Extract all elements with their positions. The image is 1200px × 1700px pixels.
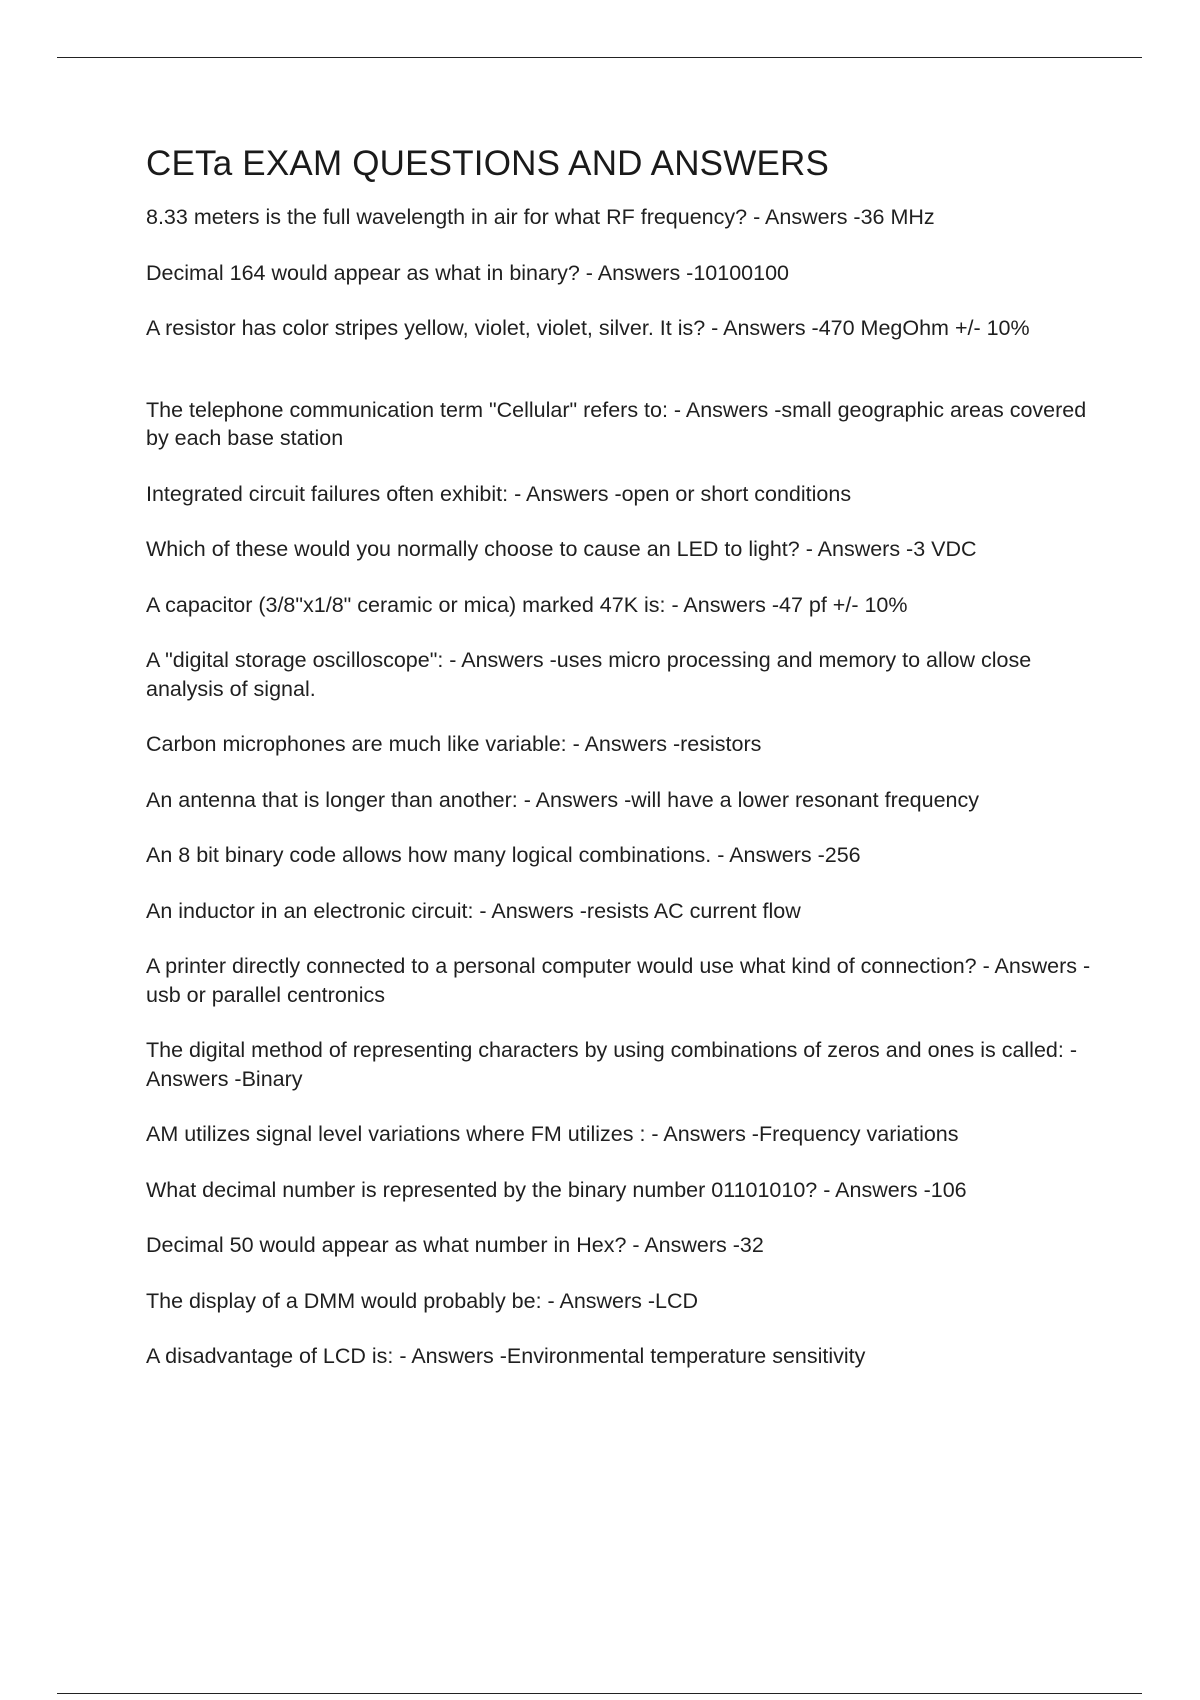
qa-item: The digital method of representing characters by using combinations of zeros and ones is called: - Answers -Binary — [146, 1038, 1077, 1091]
qa-item: A "digital storage oscilloscope": - Answers -uses micro processing and memory to allow close analysis of signal. — [146, 648, 1032, 701]
qa-item: What decimal number is represented by the binary number 01101010? - Answers -106 — [146, 1177, 967, 1202]
qa-item: Carbon microphones are much like variable: - Answers -resistors — [146, 732, 762, 756]
header-rule — [57, 57, 1142, 58]
qa-item: An inductor in an electronic circuit: - Answers -resists AC current flow — [146, 898, 801, 923]
qa-item: A resistor has color stripes yellow, violet, violet, silver. It is? - Answers -470 MegOhm +/- 10% — [146, 316, 1030, 340]
footer-rule — [57, 1693, 1142, 1694]
qa-item: A disadvantage of LCD is: - Answers -Environmental temperature sensitivity — [146, 1344, 866, 1368]
qa-item: Decimal 50 would appear as what number in Hex? - Answers -32 — [146, 1233, 764, 1257]
page-title: CETa EXAM QUESTIONS AND ANSWERS — [146, 144, 830, 183]
qa-list — [146, 203, 1096, 1371]
qa-item: Which of these would you normally choose to cause an LED to light? - Answers -3 VDC — [146, 537, 977, 561]
qa-item: An antenna that is longer than another: - Answers -will have a lower resonant frequency — [146, 787, 980, 812]
qa-item: The telephone communication term "Cellular" refers to: - Answers -small geographic areas covered by each base station — [146, 397, 1087, 450]
qa-item: An 8 bit binary code allows how many logical combinations. - Answers -256 — [146, 843, 861, 867]
document-body — [146, 140, 1096, 1398]
qa-item: A capacitor (3/8"x1/8" ceramic or mica) marked 47K is: - Answers -47 pf +/- 10% — [146, 592, 908, 617]
qa-item: A printer directly connected to a personal computer would use what kind of connection? - Answers -usb or parallel centronics — [146, 954, 1091, 1007]
qa-item: Integrated circuit failures often exhibit: - Answers -open or short conditions — [146, 481, 852, 506]
qa-item: The display of a DMM would probably be: - Answers -LCD — [146, 1288, 699, 1313]
qa-item: 8.33 meters is the full wavelength in air for what RF frequency? - Answers -36 MHz — [146, 205, 935, 229]
qa-item: Decimal 164 would appear as what in binary? - Answers -10100100 — [146, 260, 789, 285]
qa-item: AM utilizes signal level variations where FM utilizes : - Answers -Frequency variations — [146, 1122, 959, 1146]
